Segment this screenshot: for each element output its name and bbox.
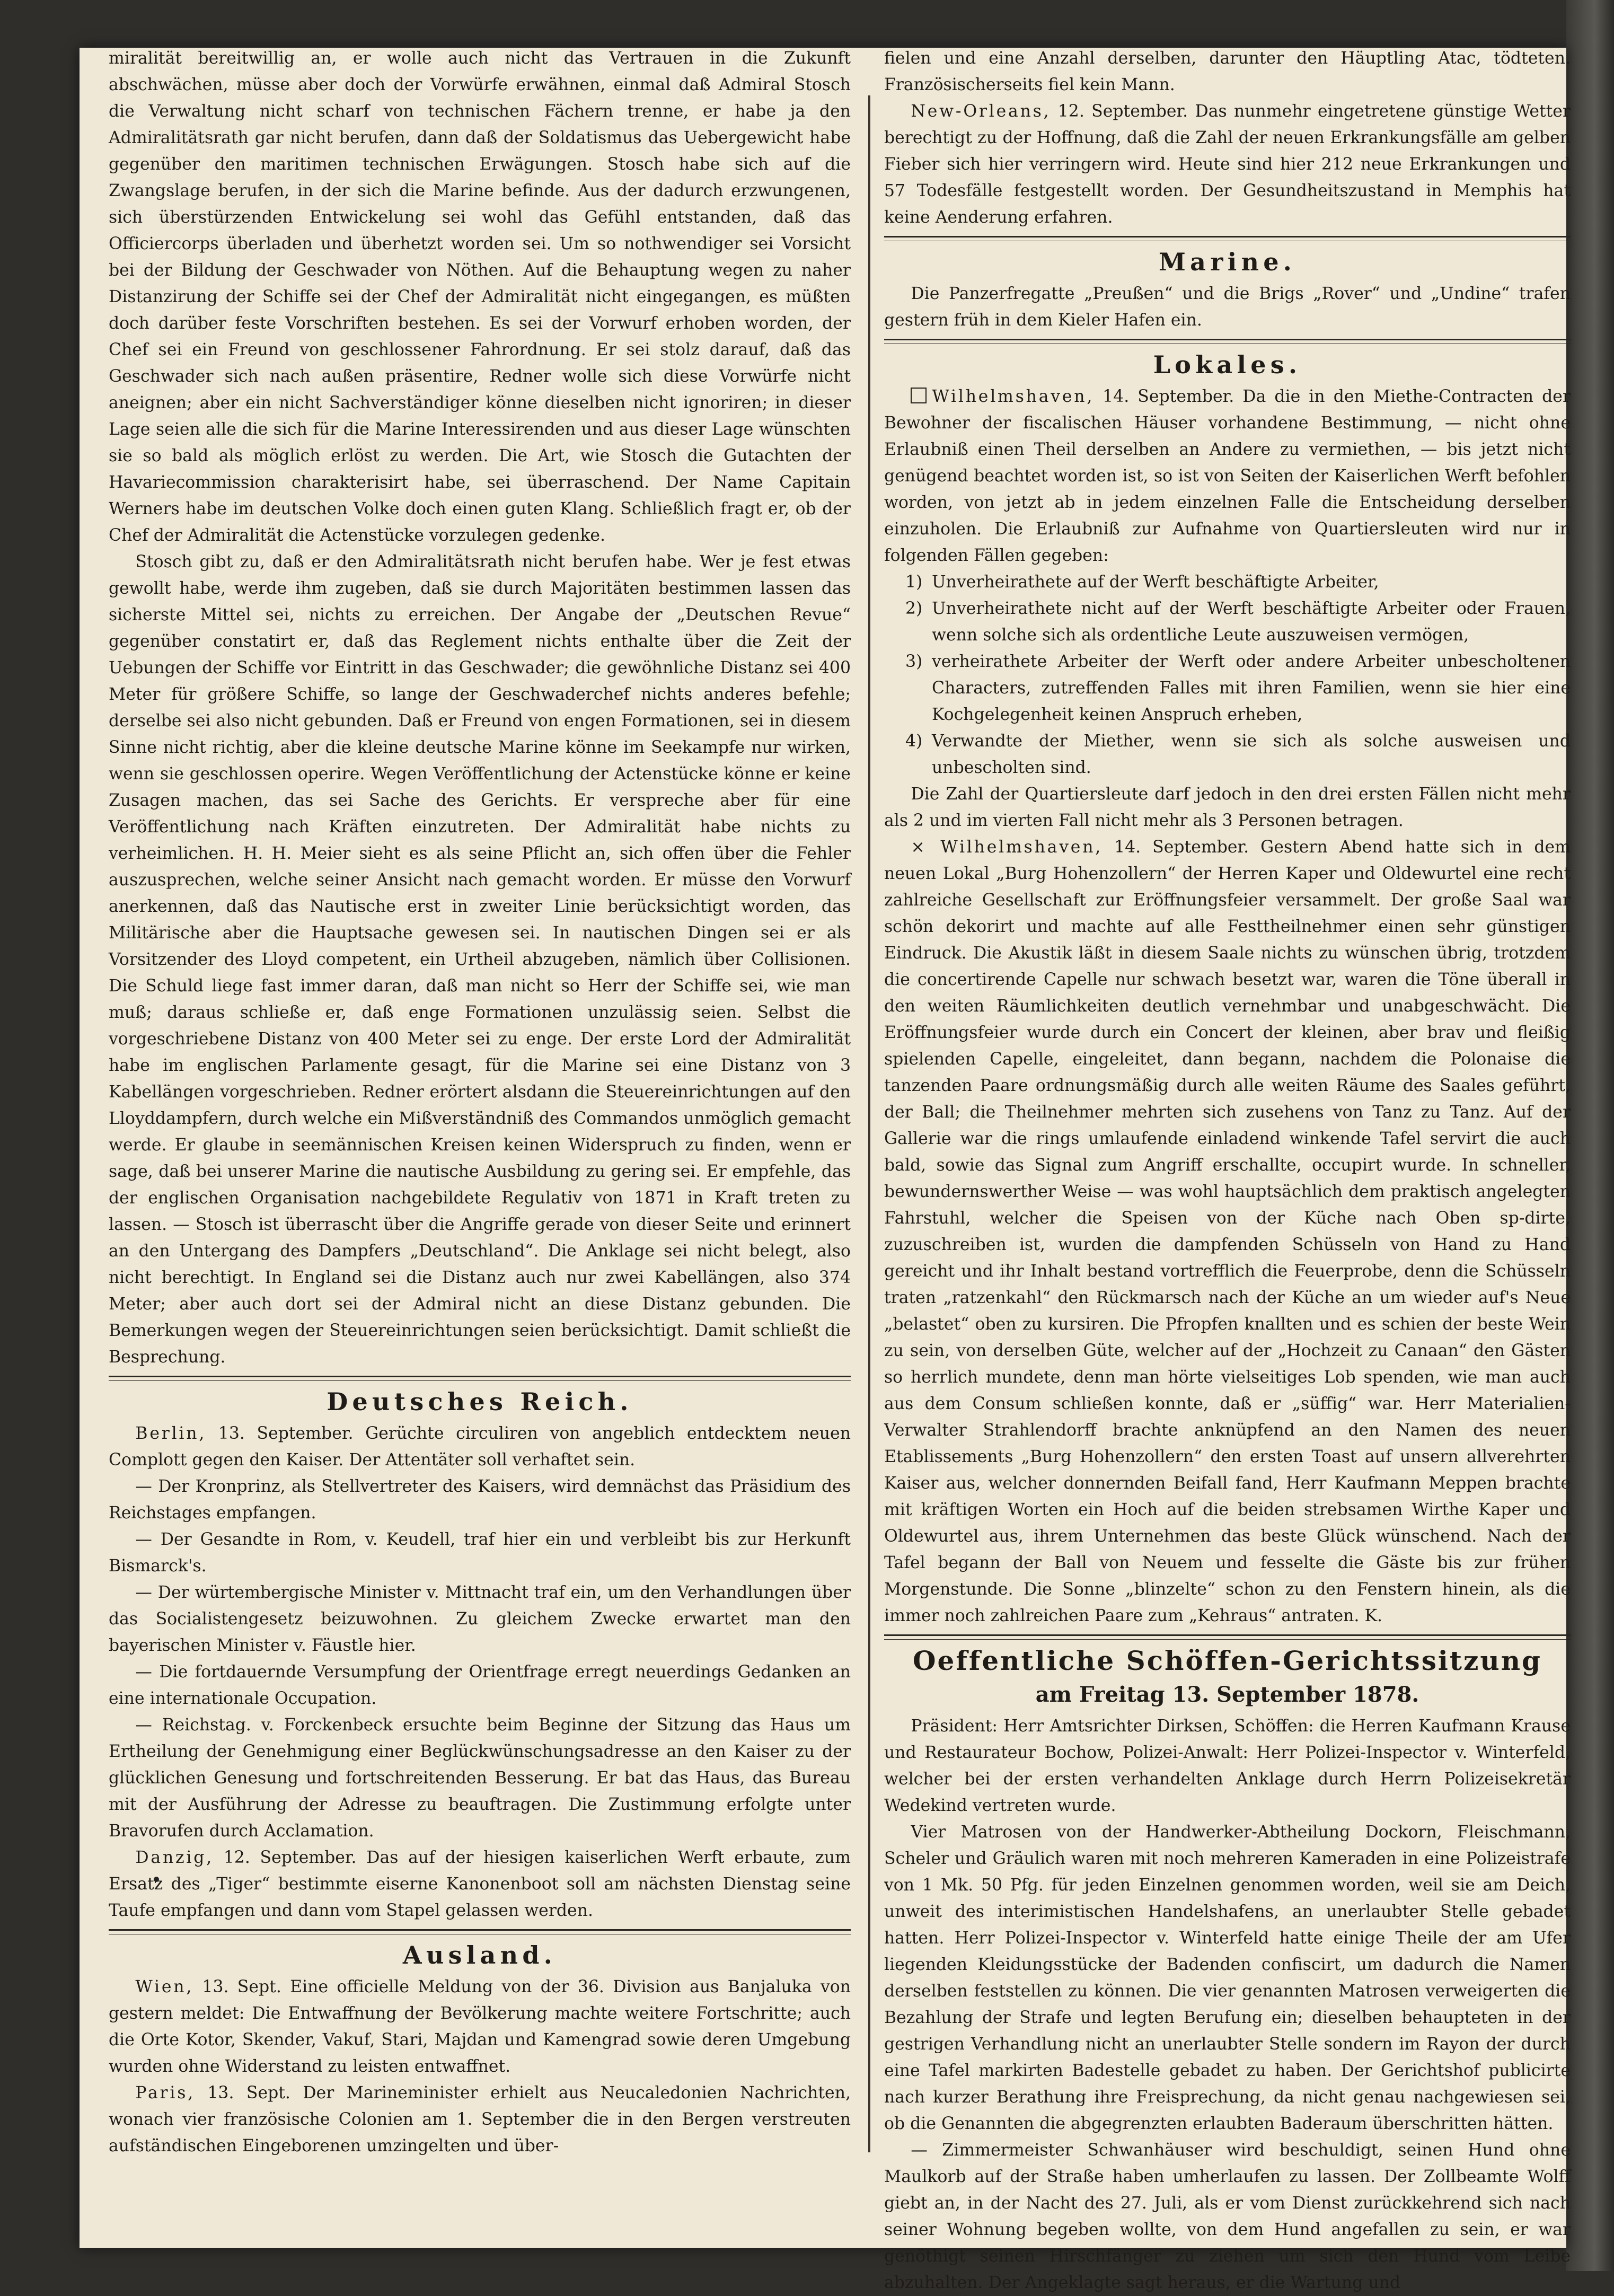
news-item: Die Zahl der Quartiersleute darf jedoch in den drei ersten Fällen nicht mehr als 2 und im vierten Fall nicht mehr als 3 Personen betragen.: [884, 785, 1571, 830]
section-heading-ausland: Ausland.: [402, 1941, 557, 1969]
right-column: [884, 45, 1571, 2292]
list-item: 4) Verwandte der Miether, wenn sie sich als solche ausweisen und unbescholten sind.: [905, 732, 1571, 777]
article-paragraph: Stosch gibt zu, daß er den Admiralitätsrath nicht berufen habe. Wer je fest etwas gewollt habe, werde ihm zugeben, daß sie durch Majoritäten bestimmen lassen das sicherste Mittel sei, nichts zu erreichen. Der Angabe der „Deutschen Revue“ gegenüber constatirt er, daß das Reglement nichts enthalte über die Zeit der Uebungen der Schiffe vor Eintritt in das Geschwader; die gewöhnliche Distanz sei 400 Meter für größere Schiffe, so lange der Geschwaderchef nichts anderes befehle; derselbe sei also nicht gebunden. Daß er Freund von engen Formationen, sei in diesem Sinne nicht richtig, aber die kleine deutsche Marine könne im Seekampfe nur wirken, wenn sie geschlossen operire. Wegen Veröffentlichung der Actenstücke könne er keine Zusagen machen, das sei Sache des Gerichts. Er verspreche aber für eine Veröffentlichung nach Kräften einzutreten. Der Admiralität habe nichts zu verheimlichen. H. H. Meier sieht es als seine Pflicht an, sich offen über die Fehler auszusprechen, welche seiner Ansicht nach gemacht worden. Er müsse den Vorwurf anerkennen, daß das Nautische erst in zweiter Linie berücksichtigt worden, das Militärische aber die Hauptsache gewesen sei. In nautischen Dingen sei er als Vorsitzender des Lloyd competent, ein Urtheil abzugeben, nämlich über Collisionen. Die Schuld liege fast immer daran, daß man nicht so Herr der Schiffe sei, wie man muß; daraus schließe er, daß enge Formationen unzulässig seien. Selbst die vorgeschriebene Distanz von 400 Meter sei zu enge. Der erste Lord der Admiralität habe im englischen Parlamente gesagt, für die Marine sei eine Distanz von 3 Kabellängen vorgeschrieben. Redner erörtert alsdann die Steuereinrichtungen auf den Lloyddampfern, durch welche ein Mißverständniß des Commandos unmöglich gemacht werde. Er glaube in seemännischen Kreisen keinen Widerspruch zu finden, wenn er sage, daß bei unserer Marine die nautische Ausbildung zu gering sei. Er empfehle, das der englischen Organisation nachgebildete Regulativ von 1871 in Kraft treten zu lassen. — Stosch ist überrascht über die Angriffe gerade von dieser Seite und erinnert an den Untergang des Dampfers „Deutschland“. Die Anklage sei nicht belegt, also nicht berechtigt. In England sei die Distanz auch nur zwei Kabellängen, also 374 Meter; aber auch dort sei der Admiral nicht an diese Distanz gebunden. Die Bemerkungen wegen der Steuereinrichtungen seien berücksichtigt. Damit schließt die Besprechung.: [109, 552, 851, 1367]
list-item: 3) verheirathete Arbeiter der Werft oder andere Arbeiter unbescholtenen Characters, zutreffenden Falles mit ihren Familien, wenn sie hier eine Kochgelegenheit keinen Anspruch erheben,: [905, 652, 1571, 724]
checkbox-icon: [911, 388, 927, 403]
news-item: — Die fortdauernde Versumpfung der Orientfrage erregt neuerdings Gedanken an eine internationale Occupation.: [109, 1662, 851, 1708]
news-item: Danzig, 12. September. Das auf der hiesigen kaiserlichen Werft erbaute, zum Ersatz des „Tiger“ bestimmte eiserne Kanonenboot soll am nächsten Dienstag seine Taufe empfangen und dann vom Stapel gelassen werden.: [109, 1848, 851, 1920]
book-spine: [1566, 0, 1614, 2271]
dateline: Danzig,: [135, 1848, 214, 1867]
section-rule: [884, 1634, 1571, 1640]
article-paragraph: miralität bereitwillig an, er wolle auch nicht das Vertrauen in die Zukunft abschwächen, müsse aber doch der Vorwürfe erwähnen, einmal daß Admiral Stosch die Verwaltung nicht scharf von technischen Fächern trenne, er habe ja den Admiralitätsrath gar nicht berufen, dann daß der Soldatismus das Uebergewicht habe gegenüber den maritimen technischen Erwägungen. Stosch habe sich auf die Zwangslage berufen, in der sich die Marine befinde. Aus der dadurch erzwungenen, sich überstürzenden Entwickelung sei wohl das Gefühl entstanden, daß das Officiercorps überladen und überhetzt worden sei. Um so nothwendiger sei Vorsicht bei der Bildung der Geschwader von Nöthen. Auf die Behauptung wegen zu naher Distanzirung der Schiffe sei der Chef der Admiralität nicht eingegangen, es müßten doch darüber feste Vorschriften bestehen. Es sei der Vorwurf erhoben worden, der Chef sei ein Freund von geschlossener Fahrordnung. Er sei stolz darauf, daß das Geschwader sich nach außen präsentire, Redner wolle sich diese Vorwürfe nicht aneignen; aber ein nicht Sachverständiger könne dieselben nicht ignoriren; in dieser Lage seien alle die sich für die Marine Interessirenden und aus dieser Lage wünschten sie so bald als möglich erlöst zu werden. Die Art, wie Stosch die Gutachten der Havariecommission charakterisirt habe, sei überraschend. Der Name Capitain Werners habe im deutschen Volke doch einen guten Klang. Schließlich fragt er, ob der Chef der Admiralität die Actenstücke vorzulegen gedenke.: [109, 49, 851, 545]
dateline: Berlin,: [135, 1424, 207, 1443]
numbered-list: [884, 569, 1571, 781]
dateline: Wien,: [135, 1977, 194, 1996]
court-paragraph: — Zimmermeister Schwanhäuser wird beschuldigt, seinen Hund ohne Maulkorb auf der Straße haben umherlaufen zu lassen. Der Zollbeamte Wolff giebt an, in der Nacht des 27. Juli, als er vom Dienst zurückkehrend sich nach seiner Wohnung begeben wollte, von dem Hund angefallen zu sein, er war genöthigt seinen Hirschfänger zu ziehen um sich den Hund vom Leibe abzuhalten. Der Angeklagte sagt heraus, er die Wartung und: [884, 2141, 1571, 2292]
news-item: Wien, 13. Sept. Eine officielle Meldung von der 36. Division aus Banjaluka von gestern meldet: Die Entwaffnung der Bevölkerung machte weitere Fortschritte; auch die Orte Kotor, Skender, Vakuf, Stari, Majdan und Kamengrad sowie deren Umgebung wurden ohne Widerstand zu leisten entwaffnet.: [109, 1977, 851, 2076]
column-divider: [868, 95, 870, 2152]
news-item: New-Orleans, 12. September. Das nunmehr eingetretene günstige Wetter berechtigt zu der Hoffnung, daß die Zahl der neuen Erkrankungsfälle am gelben Fieber sich hier verringern wird. Heute sind hier 212 neue Erkrankungen und 57 Todesfälle festgestellt worden. Der Gesundheitszustand in Memphis hat keine Aenderung erfahren.: [884, 102, 1571, 227]
news-item: — Der Kronprinz, als Stellvertreter des Kaisers, wird demnächst das Präsidium des Reichstages empfangen.: [109, 1477, 851, 1523]
news-item: Berlin, 13. September. Gerüchte circuliren von angeblich entdecktem neuen Complott gegen den Kaiser. Der Attentäter soll verhaftet sein.: [109, 1424, 851, 1470]
news-item: Wilhelmshaven, 14. September. Da die in den Miethe-Contracten der Bewohner der fiscalischen Häuser vorhandene Bestimmung, — nicht ohne Erlaubniß einen Theil derselben an Andere zu vermiethen, — bis jetzt nicht genügend beachtet worden ist, so ist von Seiten der Kaiserlichen Werft befohlen worden, von jetzt ab in jedem einzelnen Falle die Entscheidung derselben einzuholen. Die Erlaubniß zur Aufnahme von Quartiersleuten wird nur in folgenden Fällen gegeben:: [884, 387, 1571, 565]
left-column: [109, 45, 851, 2156]
dateline: New-Orleans,: [911, 102, 1051, 121]
news-item: — Reichstag. v. Forckenbeck ersuchte beim Beginne der Sitzung das Haus um Ertheilung der Genehmigung einer Beglückwünschungsadresse an den Kaiser zu der glücklichen Genesung und fortschreitenden Besserung. Er bat das Haus, das Bureau mit der Ausführung der Adresse zu beauftragen. Die Zustimmung erfolgte unter Bravorufen durch Acclamation.: [109, 1716, 851, 1841]
section-rule: [884, 236, 1571, 241]
news-item: — Der würtembergische Minister v. Mittnacht traf ein, um den Verhandlungen über das Socialistengesetz beizuwohnen. Zu gleichem Zwecke erwartet man den bayerischen Minister v. Fäustle hier.: [109, 1583, 851, 1655]
news-item: Paris, 13. Sept. Der Marineminister erhielt aus Neucaledonien Nachrichten, wonach vier französische Colonien am 1. September die in den Bergen verstreuten aufständischen Eingeborenen umzingelten und über-: [109, 2083, 851, 2156]
court-paragraph: Präsident: Herr Amtsrichter Dirksen, Schöffen: die Herren Kaufmann Krause und Restaurateur Bochow, Polizei-Anwalt: Herr Polizei-Inspector v. Winterfeld, welcher bei der ersten verhandelten Anklage durch Herrn Polizeisekretär Wedekind vertreten wurde.: [884, 1717, 1571, 1815]
court-paragraph: Vier Matrosen von der Handwerker-Abtheilung Dockorn, Fleischmann, Scheler und Gräulich waren mit noch mehreren Kameraden in eine Polizeistrafe von 1 Mk. 50 Pfg. für jeden Einzelnen genommen worden, weil sie am Deich, unweit des interimistischen Handelshafens, an unerlaubter Stelle gebadet hatten. Herr Polizei-Inspector v. Winterfeld hatte einige Theile der am Ufer liegenden Kleidungsstücke der Badenden confiscirt, um dadurch die Namen derselben feststellen zu können. Die vier genannten Matrosen verweigerten die Bezahlung der Strafe und legten Berufung ein; dieselben behaupteten in der gestrigen Verhandlung nicht an unerlaubter Stelle sondern im Rayon der durch eine Tafel markirten Badestelle gebadet zu haben. Der Gerichtshof publicirte nach kurzer Berathung ihre Freisprechung, da nicht genau nachgewiesen sei, ob die Genannten die abgegrenzten erlaubten Baderaum überschritten hätten.: [884, 1823, 1571, 2133]
section-heading-marine: Marine.: [1158, 248, 1297, 276]
news-item: — Der Gesandte in Rom, v. Keudell, traf hier ein und verbleibt bis zur Herkunft Bismarck's.: [109, 1530, 851, 1576]
news-item: fielen und eine Anzahl derselben, darunter den Häuptling Atac, tödteten. Französischerseits fiel kein Mann.: [884, 49, 1571, 94]
author-signature: K.: [1364, 1606, 1382, 1625]
list-item: 2) Unverheirathete nicht auf der Werft beschäftigte Arbeiter oder Frauen, wenn solche sich als ordentliche Leute auszuweisen vermögen,: [905, 599, 1571, 645]
court-date: am Freitag 13. September 1878.: [1035, 1682, 1419, 1707]
news-item: × Wilhelmshaven, 14. September. Gestern Abend hatte sich in dem neuen Lokal „Burg Hohenzollern“ der Herren Kaper und Oldewurtel eine recht zahlreiche Gesellschaft zur Eröffnungsfeier versammelt. Der große Saal war schön dekorirt und machte auf alle Festtheilnehmer einen sehr günstigen Eindruck. Die Akustik läßt in diesem Saale nichts zu wünschen übrig, trotzdem die concertirende Capelle nur schwach besetzt war, waren die Töne überall in den weiten Räumlichkeiten deutlich vernehmbar und unabgeschwächt. Die Eröffnungsfeier wurde durch ein Concert der kleinen, aber brav und fleißig spielenden Capelle, eingeleitet, dann begann, nachdem die Polonaise die tanzenden Paare ordnungsmäßig durch alle weiten Räume des Saales geführt, der Ball; die Theilnehmer mehrten sich zusehens von Tanz zu Tanz. Auf der Gallerie war die rings umlaufende einladend winkende Tafel servirt die auch bald, sowie das Signal zum Angriff erschallte, occupirt wurde. In schneller, bewundernswerther Weise — was wohl hauptsächlich dem praktisch angelegten Fahrstuhl, welcher die Speisen von der Küche nach Oben sp-dirte, zuzuschreiben ist, wurden die dampfenden Schüsseln von Hand zu Hand gereicht und ihr Inhalt bestand vortrefflich die Feuerprobe, denn die Schüsseln traten „ratzenkahl“ den Rückmarsch nach der Küche an um wieder auf's Neue „belastet“ oben zu kursiren. Die Pfropfen knallten und es schien der beste Wein zu sein, von derselben Güte, welcher auf der „Hochzeit zu Canaan“ den Gästen so herrlich mundete, denn man hörte vielseitiges Lob spenden, wie man auch aus dem Consum schließen konnte, daß er „süffig“ war. Herr Materialien-Verwalter Strahlendorff brachte anknüpfend an den Namen des neuen Etablissements „Burg Hohenzollern“ den ersten Toast auf unsern allverehrten Kaiser aus, welcher donnernden Beifall fand, Herr Kaufmann Meppen brachte mit kräftigen Worten ein Hoch auf die beiden strebsamen Wirthe Kaper und Oldewurtel aus, ihrem Unternehmen das beste Glück wünschend. Nach der Tafel begann der Ball von Neuem und fesselte die Gäste bis zur frühen Morgenstunde. Die Sonne „blinzelte“ schon zu den Fenstern hinein, als die immer noch zahlreichen Paare zum „Kehraus“ antraten. K.: [884, 838, 1571, 1625]
section-rule: [884, 339, 1571, 344]
section-heading-deutsches-reich: Deutsches Reich.: [327, 1387, 633, 1416]
dateline: Paris,: [135, 2083, 195, 2103]
section-heading-lokales: Lokales.: [1153, 350, 1302, 379]
section-rule: [109, 1376, 851, 1381]
section-rule: [109, 1929, 851, 1934]
news-item: Die Panzerfregatte „Preußen“ und die Brigs „Rover“ und „Undine“ trafen gestern früh in dem Kieler Hafen ein.: [884, 284, 1571, 330]
list-item: 1) Unverheirathete auf der Werft beschäftigte Arbeiter,: [905, 573, 1379, 592]
dateline: Wilhelmshaven,: [932, 387, 1095, 406]
dateline: × Wilhelmshaven,: [911, 838, 1103, 857]
section-heading-court: Oeffentliche Schöffen-Gerichtssitzung: [912, 1645, 1542, 1676]
